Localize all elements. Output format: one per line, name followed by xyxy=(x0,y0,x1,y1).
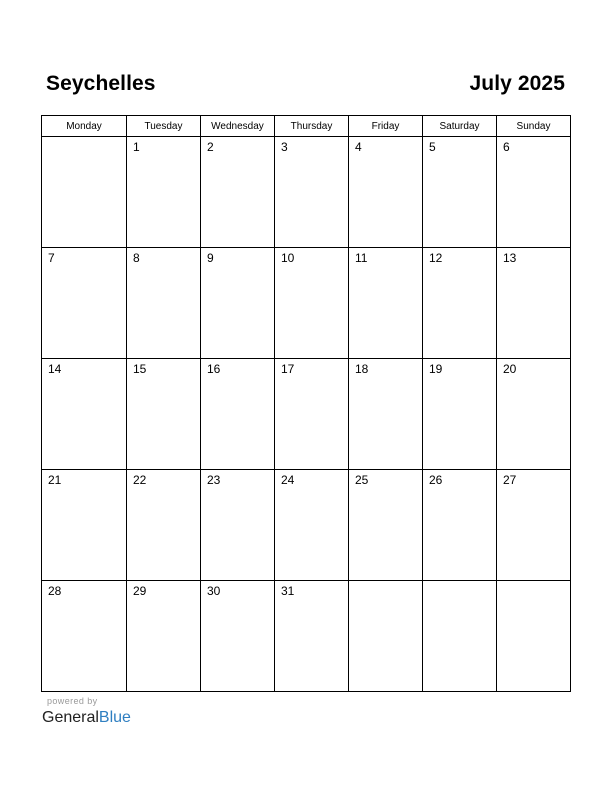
day-number: 1 xyxy=(133,140,140,154)
day-cell xyxy=(42,470,127,581)
day-number: 23 xyxy=(207,473,221,487)
day-number: 16 xyxy=(207,362,221,376)
day-number: 2 xyxy=(207,140,214,154)
day-cell xyxy=(423,470,497,581)
day-cell xyxy=(42,137,127,248)
day-cell xyxy=(349,359,423,470)
day-number: 15 xyxy=(133,362,147,376)
week-row xyxy=(42,470,571,581)
day-number: 31 xyxy=(281,584,295,598)
day-number: 26 xyxy=(429,473,443,487)
weekday-header-saturday: Saturday xyxy=(423,116,497,137)
week-row xyxy=(42,359,571,470)
day-number: 24 xyxy=(281,473,295,487)
week-row xyxy=(42,581,571,692)
footer-branding xyxy=(42,696,131,728)
day-cell xyxy=(201,581,275,692)
day-cell xyxy=(275,359,349,470)
weekday-header-wednesday: Wednesday xyxy=(201,116,275,137)
day-cell xyxy=(42,359,127,470)
day-cell xyxy=(275,248,349,359)
country-title: Seychelles xyxy=(46,72,156,95)
day-number: 13 xyxy=(503,251,517,265)
week-row xyxy=(42,248,571,359)
day-cell xyxy=(349,581,423,692)
day-cell xyxy=(275,581,349,692)
day-cell xyxy=(497,248,571,359)
day-cell xyxy=(201,248,275,359)
day-cell xyxy=(423,137,497,248)
day-cell xyxy=(497,581,571,692)
day-cell xyxy=(423,581,497,692)
week-row xyxy=(42,137,571,248)
brand-name-first: General xyxy=(42,709,99,726)
day-number: 3 xyxy=(281,140,288,154)
day-cell xyxy=(497,137,571,248)
day-cell xyxy=(349,248,423,359)
day-cell xyxy=(201,359,275,470)
day-cell xyxy=(497,470,571,581)
day-number: 11 xyxy=(355,251,368,265)
day-cell xyxy=(423,359,497,470)
day-cell xyxy=(349,470,423,581)
day-number: 18 xyxy=(355,362,369,376)
day-number: 12 xyxy=(429,251,443,265)
weekday-header-row xyxy=(42,116,571,137)
day-cell xyxy=(497,359,571,470)
calendar-grid xyxy=(41,115,571,692)
day-cell xyxy=(275,470,349,581)
day-number: 5 xyxy=(429,140,436,154)
day-number xyxy=(423,581,496,584)
day-cell xyxy=(127,470,201,581)
day-cell xyxy=(201,470,275,581)
day-number: 8 xyxy=(133,251,140,265)
day-number: 29 xyxy=(133,584,147,598)
day-cell xyxy=(423,248,497,359)
day-cell xyxy=(127,248,201,359)
day-number: 10 xyxy=(281,251,295,265)
day-number: 19 xyxy=(429,362,443,376)
day-cell xyxy=(275,137,349,248)
generalblue-logo[interactable] xyxy=(42,708,131,728)
weekday-header-tuesday: Tuesday xyxy=(127,116,201,137)
weekday-header-monday: Monday xyxy=(42,116,127,137)
day-number: 22 xyxy=(133,473,147,487)
day-number xyxy=(349,581,422,584)
brand-name-second: Blue xyxy=(98,709,131,726)
day-number xyxy=(42,137,126,140)
day-number: 9 xyxy=(207,251,214,265)
day-number: 14 xyxy=(48,362,62,376)
day-number: 7 xyxy=(48,251,55,265)
day-cell xyxy=(42,581,127,692)
powered-by-text: powered by xyxy=(47,696,98,706)
weekday-header-thursday: Thursday xyxy=(275,116,349,137)
day-number: 28 xyxy=(48,584,62,598)
day-number: 25 xyxy=(355,473,369,487)
day-number: 21 xyxy=(48,473,62,487)
day-cell xyxy=(349,137,423,248)
day-cell xyxy=(127,137,201,248)
day-number xyxy=(497,581,570,584)
day-number: 6 xyxy=(503,140,510,154)
day-cell xyxy=(127,581,201,692)
month-year-title: July 2025 xyxy=(469,72,565,95)
day-cell xyxy=(127,359,201,470)
day-number: 30 xyxy=(207,584,221,598)
day-number: 4 xyxy=(355,140,362,154)
day-number: 17 xyxy=(281,362,295,376)
weekday-header-friday: Friday xyxy=(349,116,423,137)
day-cell xyxy=(201,137,275,248)
weekday-header-sunday: Sunday xyxy=(497,116,571,137)
day-cell xyxy=(42,248,127,359)
day-number: 20 xyxy=(503,362,517,376)
day-number: 27 xyxy=(503,473,517,487)
